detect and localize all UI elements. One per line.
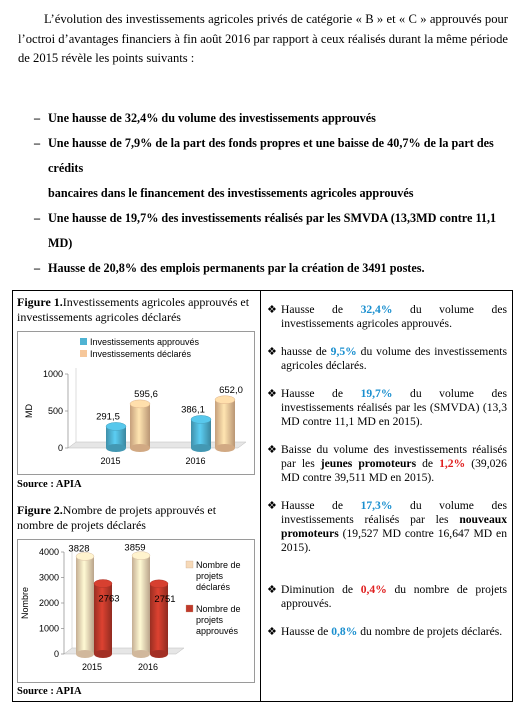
diamond-bullet-icon: ❖	[267, 584, 277, 596]
bar-0-2015	[76, 552, 94, 658]
data-label: 2751	[154, 593, 176, 605]
legend-swatch	[186, 561, 193, 568]
diamond-bullet-icon: ❖	[267, 444, 277, 456]
bar-0-2015-body	[76, 556, 94, 654]
bar-0-2015-base	[76, 650, 94, 658]
key-points-list	[34, 106, 504, 281]
data-label: 291,5	[96, 411, 120, 423]
legend-label: Nombre de	[196, 560, 241, 570]
figure2-title: Nombre de projets approuvés et nombre de projets déclarés	[17, 503, 217, 532]
data-label: 2763	[98, 593, 120, 605]
legend-swatch	[186, 605, 193, 612]
bar-1-2016	[150, 580, 168, 658]
bar-1-2015-top	[94, 580, 112, 588]
bar-1-2015-base	[130, 444, 150, 452]
bar-0-2016	[132, 552, 150, 658]
bar-1-2016-body	[215, 400, 235, 448]
diamond-bullet-icon: ❖	[267, 304, 277, 316]
y-tick-label: 1000	[42, 369, 63, 379]
list-item: – Une hausse de 32,4% du volume des investissements approuvés	[34, 106, 504, 131]
figure1-source: Source : APIA	[17, 479, 82, 490]
y-tick-label: 0	[57, 443, 63, 453]
bar-1-2015	[94, 580, 112, 658]
bar-0-2016-body	[191, 419, 211, 448]
diamond-bullet-icon: ❖	[267, 626, 277, 638]
figure2-svg	[18, 540, 254, 682]
bar-1-2015-top	[130, 400, 150, 408]
finding-5: ❖ Hausse de 17,3% du volume des investissements réalisés par les nouveaux promoteurs (19,527 MD contre 16,647 MD en 2015).	[267, 499, 507, 554]
legend-label: approuvés	[196, 626, 239, 636]
figure1-title: Investissements agricoles approuvés et investissements agricoles déclarés	[17, 295, 250, 324]
bar-0-2016-base	[191, 444, 211, 452]
bar-0-2016	[191, 415, 211, 452]
y-axis-label: Nombre	[20, 586, 30, 620]
bar-1-2016	[215, 396, 235, 452]
finding-2: ❖ hausse de 9,5% du volume des investissements agricoles déclarés.	[267, 345, 507, 372]
list-item-continuation: bancaires dans le financement des investissements agricoles approuvés	[48, 186, 414, 200]
legend-swatch	[80, 350, 87, 357]
data-label: 386,1	[181, 404, 205, 416]
data-label: 652,0	[219, 384, 243, 396]
figure2-source: Source : APIA	[17, 686, 82, 697]
y-tick-label: 3000	[38, 572, 59, 583]
figure2-caption	[17, 503, 253, 533]
bar-0-2015-top	[106, 422, 126, 430]
data-label: 3828	[68, 543, 90, 555]
figures-table	[12, 290, 513, 702]
list-item: – Hausse de 20,8% des emplois permanents par la création de 3491 postes.	[34, 256, 504, 281]
bar-0-2016-top	[191, 415, 211, 423]
column-divider	[260, 291, 261, 701]
bar-1-2016-top	[215, 396, 235, 404]
x-tick-label: 2015	[100, 456, 121, 466]
legend-label: Investissements déclarés	[90, 349, 192, 359]
finding-6: ❖ Diminution de 0,4% du nombre de projets approuvés.	[267, 583, 507, 610]
y-tick-label: 0	[53, 649, 59, 659]
bar-1-2016-base	[150, 650, 168, 658]
figure2-chart	[17, 539, 255, 683]
figure1-chart	[17, 331, 255, 475]
finding-3: ❖ Hausse de 19,7% du volume des investissements réalisés par les (SMVDA) (13,3 MD contre 11,1 MD en 2015).	[267, 387, 507, 428]
data-label: 3859	[124, 542, 146, 554]
bar-1-2015-body	[130, 404, 150, 448]
bar-1-2016-base	[215, 444, 235, 452]
figure1-caption	[17, 295, 253, 325]
legend-label: Nombre de	[196, 604, 241, 614]
diamond-bullet-icon: ❖	[267, 346, 277, 358]
bar-0-2015-base	[106, 444, 126, 452]
list-item: – Une hausse de 7,9% de la part des fonds propres et une baisse de 40,7% de la part des crédits	[34, 131, 504, 181]
list-item: – Une hausse de 19,7% des investissements réalisés par les SMVDA (13,3MD contre 11,1 MD)	[34, 206, 504, 256]
x-tick-label: 2016	[137, 662, 159, 672]
legend-label: projets	[196, 615, 224, 625]
diamond-bullet-icon: ❖	[267, 388, 277, 400]
bar-1-2015	[130, 400, 150, 452]
finding-7: ❖ Hausse de 0,8% du nombre de projets déclarés.	[267, 625, 503, 638]
legend-label: projets	[196, 571, 224, 581]
intro-paragraph: L’évolution des investissements agricoles privés de catégorie « B » et « C » approuvés pour l’octroi d’avantages financiers à fin août 2016 par rapport à ceux réalisés durant la même période de 2015 révèle les points suivants :	[18, 12, 508, 65]
finding-1: ❖ Hausse de 32,4% du volume des investissements agricoles approuvés.	[267, 303, 507, 330]
x-tick-label: 2015	[81, 662, 103, 672]
finding-4: ❖ Baisse du volume des investissements réalisés par les jeunes promoteurs de 1,2% (39,026 MD contre 39,511 MD en 2015).	[267, 443, 507, 484]
y-tick-label: 4000	[38, 547, 59, 557]
figure1-label: Figure 1.	[17, 295, 63, 309]
bar-1-2016-top	[150, 580, 168, 588]
bar-0-2016-base	[132, 650, 150, 658]
bar-1-2015-base	[94, 650, 112, 658]
data-label: 595,6	[134, 388, 158, 400]
bar-0-2015	[106, 422, 126, 452]
legend-label: déclarés	[196, 582, 231, 592]
bar-0-2016-body	[132, 556, 150, 654]
y-axis-label: MD	[24, 404, 34, 418]
y-tick-label: 1000	[38, 623, 59, 634]
y-tick-label: 500	[47, 406, 63, 416]
y-tick-label: 2000	[38, 598, 59, 608]
x-tick-label: 2016	[185, 456, 206, 466]
legend-swatch	[80, 338, 87, 345]
legend-label: Investissements approuvés	[90, 337, 200, 347]
figure1-svg	[18, 332, 254, 474]
diamond-bullet-icon: ❖	[267, 500, 277, 512]
figure2-label: Figure 2.	[17, 503, 63, 517]
